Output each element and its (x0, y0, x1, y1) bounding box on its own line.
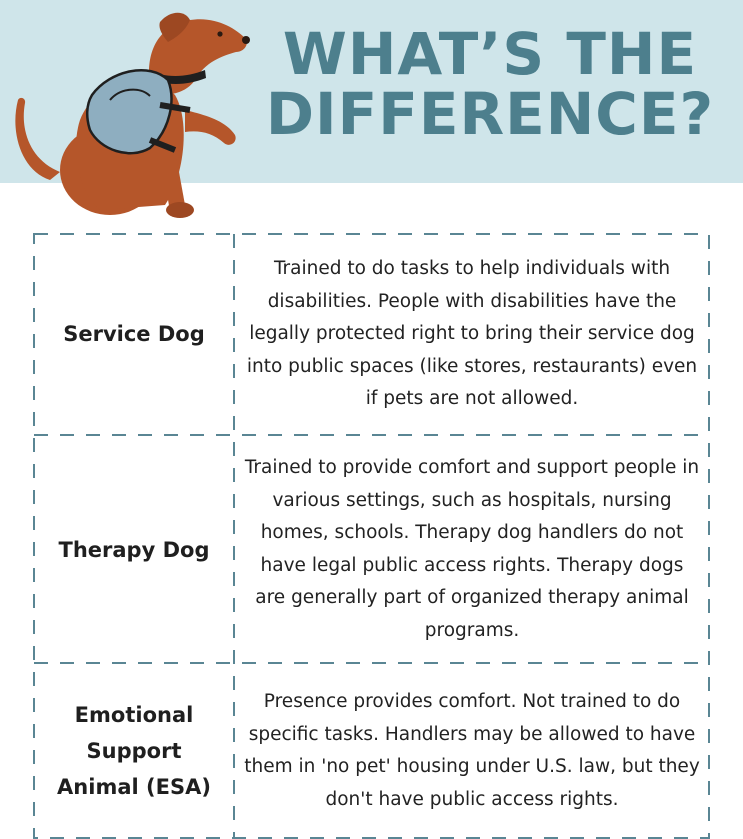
row-label-service-dog: Service Dog (63, 322, 205, 346)
row-description-esa: Presence provides comfort. Not trained to do specific tasks. Handlers may be allowed to have them in 'no pet' housing under U.S. law, but they don't have public access rights. (244, 691, 700, 810)
row-description-service-dog: Trained to do tasks to help individuals with disabilities. People with disabilities have the legally protected right to bring their service dog into public spaces (like stores, restaurants) even if pets are not allowed. (246, 258, 698, 409)
row-label-esa: Emotional Support Animal (ESA) (57, 703, 211, 799)
page-title: WHAT’S THE DIFFERENCE? (265, 20, 715, 148)
row-label-therapy-dog: Therapy Dog (58, 538, 210, 562)
row-description-therapy-dog: Trained to provide comfort and support people in various settings, such as hospitals, nursing homes, schools. Therapy dog handlers do not have legal public access rights. Therapy dogs are generally part of organized therapy animal programs. (244, 457, 700, 641)
dog-illustration (0, 0, 260, 225)
